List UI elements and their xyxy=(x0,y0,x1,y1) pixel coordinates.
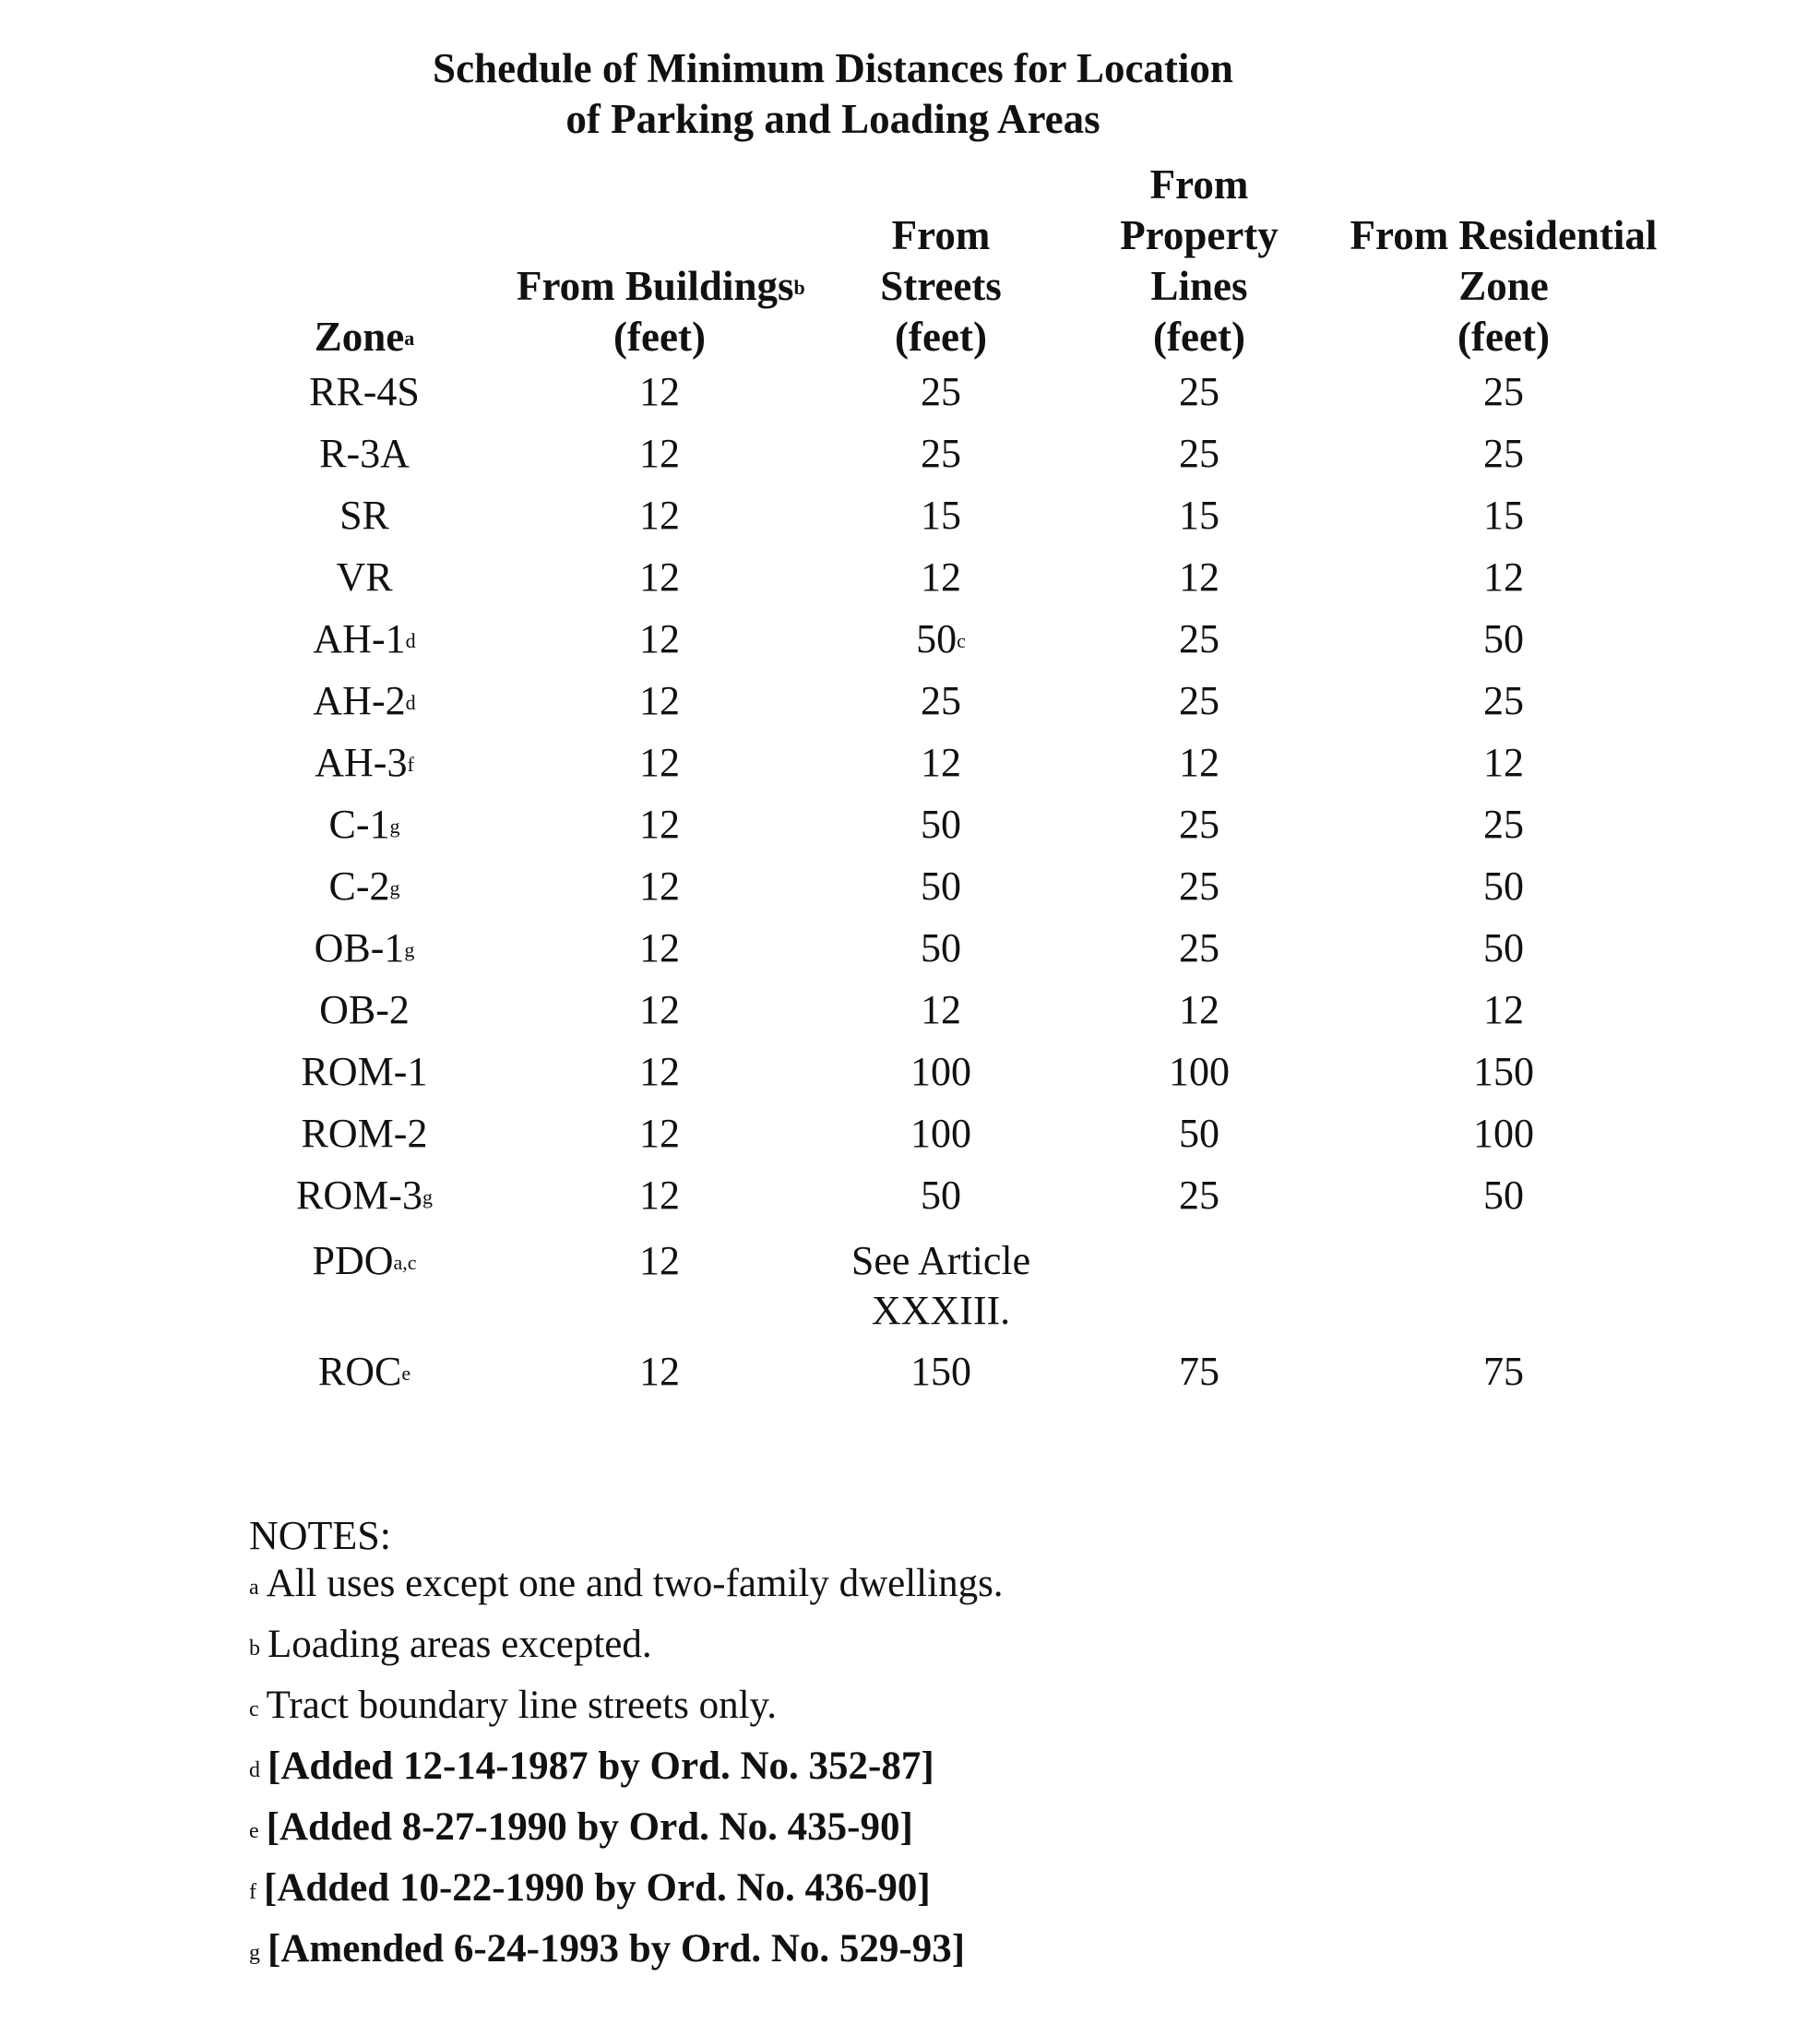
residential-value: 150 xyxy=(1473,1049,1534,1094)
zone-value: VR xyxy=(336,554,393,600)
table-cell-zone xyxy=(249,553,480,602)
residential-value: 50 xyxy=(1483,863,1524,909)
table-cell-streets xyxy=(830,491,1052,541)
zone-value: AH-3 xyxy=(315,740,408,785)
buildings-value: 12 xyxy=(639,740,680,785)
residential-value: 50 xyxy=(1483,616,1524,661)
note-footnote-mark: a xyxy=(249,1576,259,1600)
table-cell-residential xyxy=(1328,862,1679,911)
note-item xyxy=(249,1559,1004,1609)
pdo-streets-line2: XXXIII. xyxy=(871,1288,1011,1333)
table-cell-property xyxy=(1088,1171,1310,1220)
note-footnote-mark: b xyxy=(249,1637,260,1661)
table-cell-buildings xyxy=(517,1171,803,1220)
buildings-value: 12 xyxy=(639,616,680,661)
property-value: 25 xyxy=(1179,802,1219,847)
streets-value: 12 xyxy=(921,554,961,600)
header-streets-unit: (feet) xyxy=(895,314,987,360)
buildings-value: 12 xyxy=(639,987,680,1032)
note-item xyxy=(249,1681,777,1731)
buildings-value: 12 xyxy=(639,678,680,723)
roc-property-value: 75 xyxy=(1179,1349,1219,1394)
table-cell-property xyxy=(1088,676,1310,726)
note-text: [Added 8-27-1990 by Ord. No. 435-90] xyxy=(266,1805,913,1849)
footnote-mark: d xyxy=(405,691,416,714)
table-cell-residential xyxy=(1328,676,1679,726)
table-cell-property xyxy=(1088,1047,1310,1097)
property-value: 12 xyxy=(1179,740,1219,785)
table-cell-buildings xyxy=(517,800,803,850)
table-cell-streets xyxy=(830,614,1052,664)
pdo-streets-line1: See Article xyxy=(851,1238,1031,1283)
table-row-pdo-zone xyxy=(249,1236,480,1286)
document-title-line-2: of Parking and Loading Areas xyxy=(565,96,1100,142)
table-cell-residential xyxy=(1328,367,1679,417)
streets-value: 25 xyxy=(921,678,961,723)
table-cell-streets xyxy=(830,676,1052,726)
streets-value: 100 xyxy=(910,1049,971,1094)
zone-value: ROM-1 xyxy=(301,1049,428,1094)
residential-value: 15 xyxy=(1483,493,1524,538)
table-cell-buildings xyxy=(517,862,803,911)
property-value: 100 xyxy=(1169,1049,1230,1094)
streets-value: 15 xyxy=(921,493,961,538)
roc-residential-value: 75 xyxy=(1483,1349,1524,1394)
header-residential-line2: Zone xyxy=(1458,263,1549,309)
streets-value: 50 xyxy=(921,802,961,847)
table-cell-zone xyxy=(249,985,480,1035)
table-cell-property xyxy=(1088,367,1310,417)
residential-value: 12 xyxy=(1483,740,1524,785)
residential-value: 50 xyxy=(1483,925,1524,970)
table-cell-residential xyxy=(1328,491,1679,541)
note-text: [Added 10-22-1990 by Ord. No. 436-90] xyxy=(264,1866,931,1910)
table-cell-residential xyxy=(1328,429,1679,479)
table-cell-streets xyxy=(830,738,1052,788)
table-cell-zone xyxy=(249,800,480,850)
table-cell-buildings xyxy=(517,367,803,417)
note-footnote-mark: e xyxy=(249,1819,259,1843)
header-zone xyxy=(249,312,480,362)
zone-value: ROM-2 xyxy=(301,1111,428,1156)
streets-value: 12 xyxy=(921,987,961,1032)
header-property-line2: Property xyxy=(1120,212,1279,258)
table-cell-buildings xyxy=(517,923,803,973)
table-cell-zone xyxy=(249,614,480,664)
table-cell-residential xyxy=(1328,985,1679,1035)
note-item xyxy=(249,1924,965,1974)
header-property-line3: Lines xyxy=(1150,263,1248,309)
property-value: 25 xyxy=(1179,369,1219,414)
table-cell-property xyxy=(1088,429,1310,479)
zone-value: ROM-3 xyxy=(296,1173,422,1218)
property-value: 25 xyxy=(1179,1173,1219,1218)
table-cell-zone xyxy=(249,1171,480,1220)
property-value: 50 xyxy=(1179,1111,1219,1156)
zone-value: OB-1 xyxy=(314,925,405,970)
pdo-zone-label: PDO xyxy=(312,1238,394,1283)
table-cell-residential xyxy=(1328,800,1679,850)
footnote-mark: d xyxy=(405,629,416,652)
header-zone-label: Zone xyxy=(314,314,405,360)
table-cell-buildings xyxy=(517,985,803,1035)
buildings-value: 12 xyxy=(639,925,680,970)
table-cell-property xyxy=(1088,1109,1310,1159)
table-cell-property xyxy=(1088,800,1310,850)
buildings-value: 12 xyxy=(639,802,680,847)
note-footnote-mark: d xyxy=(249,1758,260,1782)
buildings-value: 12 xyxy=(639,431,680,476)
table-cell-zone xyxy=(249,738,480,788)
note-text: All uses except one and two-family dwellings. xyxy=(266,1562,1004,1605)
table-cell-streets xyxy=(830,429,1052,479)
table-cell-zone xyxy=(249,491,480,541)
table-cell-buildings xyxy=(517,676,803,726)
zone-value: OB-2 xyxy=(319,987,410,1032)
streets-value: 50 xyxy=(916,616,958,661)
zone-value: C-1 xyxy=(328,802,390,847)
table-cell-buildings xyxy=(517,614,803,664)
table-cell-streets xyxy=(830,367,1052,417)
roc-zone-footnote-mark: e xyxy=(401,1362,411,1385)
table-cell-property xyxy=(1088,985,1310,1035)
table-cell-residential xyxy=(1328,1047,1679,1097)
streets-value: 100 xyxy=(910,1111,971,1156)
table-cell-buildings xyxy=(517,429,803,479)
table-cell-zone xyxy=(249,367,480,417)
table-row-roc-zone xyxy=(249,1347,480,1397)
property-value: 12 xyxy=(1179,987,1219,1032)
streets-value: 12 xyxy=(921,740,961,785)
note-footnote-mark: g xyxy=(249,1941,260,1965)
table-cell-property xyxy=(1088,862,1310,911)
header-property-unit: (feet) xyxy=(1153,314,1245,360)
table-cell-zone xyxy=(249,429,480,479)
note-text: [Added 12-14-1987 by Ord. No. 352-87] xyxy=(268,1744,934,1788)
table-cell-residential xyxy=(1328,1109,1679,1159)
roc-streets-value: 150 xyxy=(910,1349,971,1394)
residential-value: 25 xyxy=(1483,678,1524,723)
table-cell-buildings xyxy=(517,1047,803,1097)
table-cell-residential xyxy=(1328,923,1679,973)
residential-value: 12 xyxy=(1483,987,1524,1032)
zone-value: C-2 xyxy=(328,863,390,909)
note-item xyxy=(249,1742,934,1792)
table-cell-zone xyxy=(249,1047,480,1097)
pdo-zone-footnote-mark: a,c xyxy=(393,1251,417,1274)
table-cell-residential xyxy=(1328,614,1679,664)
footnote-mark: g xyxy=(389,876,400,899)
property-value: 25 xyxy=(1179,431,1219,476)
table-cell-property xyxy=(1088,614,1310,664)
table-cell-zone xyxy=(249,862,480,911)
residential-value: 25 xyxy=(1483,802,1524,847)
table-cell-streets xyxy=(830,1171,1052,1220)
table-cell-streets xyxy=(830,923,1052,973)
residential-value: 12 xyxy=(1483,554,1524,600)
table-cell-residential xyxy=(1328,738,1679,788)
buildings-value: 12 xyxy=(639,493,680,538)
property-value: 25 xyxy=(1179,925,1219,970)
header-residential-line1: From Residential xyxy=(1350,212,1658,258)
zone-value: AH-1 xyxy=(313,616,406,661)
note-footnote-mark: c xyxy=(249,1697,259,1721)
document-title-line-1: Schedule of Minimum Distances for Location xyxy=(433,45,1233,91)
streets-value: 50 xyxy=(921,1173,961,1218)
buildings-value: 12 xyxy=(639,863,680,909)
table-cell-buildings xyxy=(517,491,803,541)
table-cell-zone xyxy=(249,676,480,726)
header-property-line1: From xyxy=(1149,161,1249,208)
table-cell-buildings xyxy=(517,738,803,788)
residential-value: 25 xyxy=(1483,431,1524,476)
table-cell-property xyxy=(1088,923,1310,973)
footnote-mark: g xyxy=(389,815,400,838)
header-residential-unit: (feet) xyxy=(1457,314,1550,360)
table-cell-residential xyxy=(1328,553,1679,602)
header-streets-line1: From xyxy=(891,212,991,258)
streets-value: 25 xyxy=(921,369,961,414)
property-value: 25 xyxy=(1179,678,1219,723)
table-cell-buildings xyxy=(517,553,803,602)
footnote-mark: c xyxy=(957,629,966,652)
table-cell-streets xyxy=(830,1109,1052,1159)
streets-value: 50 xyxy=(921,925,961,970)
zone-value: RR-4S xyxy=(309,369,420,414)
table-cell-property xyxy=(1088,553,1310,602)
streets-value: 50 xyxy=(921,863,961,909)
table-cell-zone xyxy=(249,923,480,973)
property-value: 25 xyxy=(1179,863,1219,909)
property-value: 25 xyxy=(1179,616,1219,661)
note-text: Tract boundary line streets only. xyxy=(266,1684,777,1727)
table-cell-property xyxy=(1088,738,1310,788)
roc-buildings-value: 12 xyxy=(639,1349,680,1394)
table-cell-residential xyxy=(1328,1171,1679,1220)
header-buildings-line1: From Buildings xyxy=(517,263,794,309)
table-cell-streets xyxy=(830,985,1052,1035)
buildings-value: 12 xyxy=(639,554,680,600)
table-cell-zone xyxy=(249,1109,480,1159)
header-buildings xyxy=(517,261,803,311)
footnote-mark: g xyxy=(422,1185,433,1209)
footnote-mark: f xyxy=(407,753,414,776)
note-item xyxy=(249,1620,652,1670)
note-text: Loading areas excepted. xyxy=(268,1623,652,1666)
header-buildings-unit: (feet) xyxy=(613,314,706,360)
property-value: 12 xyxy=(1179,554,1219,600)
zone-value: SR xyxy=(339,493,389,538)
notes-heading: NOTES: xyxy=(249,1513,391,1558)
residential-value: 100 xyxy=(1473,1111,1534,1156)
pdo-buildings-value: 12 xyxy=(639,1238,680,1283)
roc-zone-label: ROC xyxy=(317,1349,402,1394)
footnote-mark: g xyxy=(404,938,415,961)
table-cell-streets xyxy=(830,862,1052,911)
note-footnote-mark: f xyxy=(249,1880,256,1904)
buildings-value: 12 xyxy=(639,1111,680,1156)
buildings-value: 12 xyxy=(639,1173,680,1218)
note-item xyxy=(249,1863,931,1913)
property-value: 15 xyxy=(1179,493,1219,538)
buildings-value: 12 xyxy=(639,369,680,414)
table-cell-streets xyxy=(830,1047,1052,1097)
residential-value: 25 xyxy=(1483,369,1524,414)
header-streets-line2: Streets xyxy=(880,263,1002,309)
table-cell-property xyxy=(1088,491,1310,541)
streets-value: 25 xyxy=(921,431,961,476)
table-cell-streets xyxy=(830,553,1052,602)
zone-value: AH-2 xyxy=(313,678,406,723)
header-buildings-footnote-mark: b xyxy=(793,276,805,299)
note-text: [Amended 6-24-1993 by Ord. No. 529-93] xyxy=(268,1927,966,1971)
table-cell-buildings xyxy=(517,1109,803,1159)
table-cell-streets xyxy=(830,800,1052,850)
header-zone-footnote-mark: a xyxy=(404,327,415,350)
buildings-value: 12 xyxy=(639,1049,680,1094)
zone-value: R-3A xyxy=(319,431,410,476)
residential-value: 50 xyxy=(1483,1173,1524,1218)
note-item xyxy=(249,1803,913,1852)
